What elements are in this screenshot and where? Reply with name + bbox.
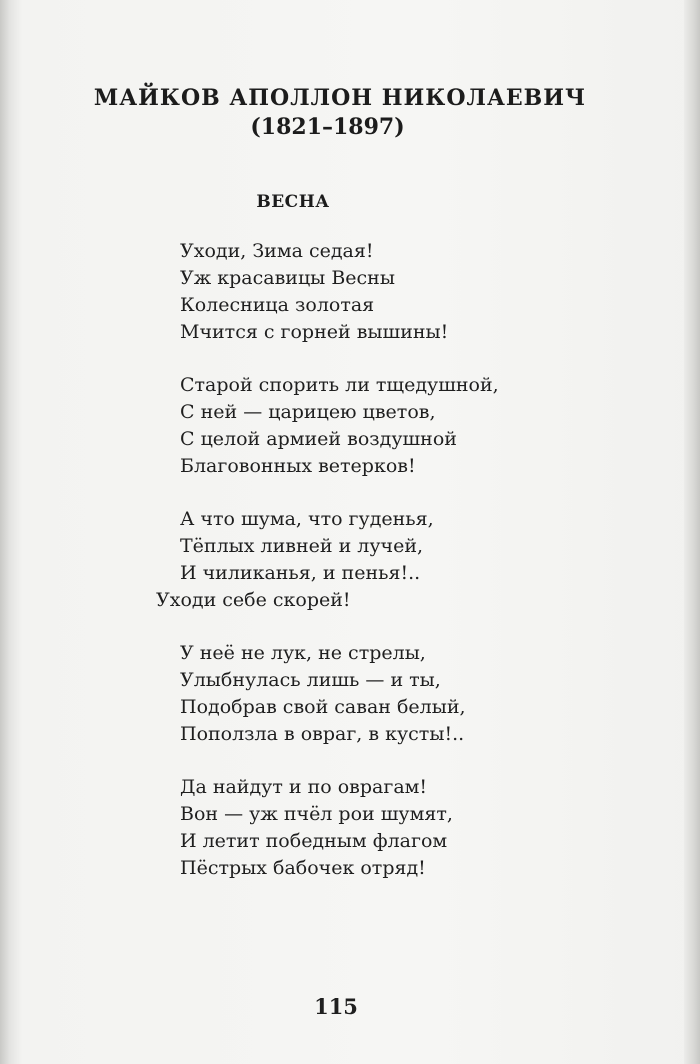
poem-line: Мчится с горней вышины! (180, 321, 449, 343)
poem-line: Уходи, Зима седая! (180, 240, 374, 262)
poem-line: С ней — царицею цветов, (180, 401, 436, 423)
stanza (180, 774, 600, 882)
author-name: МАЙКОВ АПОЛЛОН НИКОЛАЕВИЧ (93, 85, 587, 111)
poem-body (156, 238, 600, 908)
poem-title: ВЕСНА (256, 192, 330, 212)
poem-line: Вон — уж пчёл рои шумят, (180, 803, 453, 825)
poem-line: С целой армией воздушной (180, 428, 457, 450)
poem-line: И чиликанья, и пенья!.. (180, 562, 421, 584)
poem-line: Улыбнулась лишь — и ты, (180, 669, 441, 691)
poem-line: У неё не лук, не стрелы, (180, 642, 426, 664)
poem-line: Тёплых ливней и лучей, (180, 535, 424, 557)
poem-line: Благовонных ветерков! (180, 455, 416, 477)
poem-line: Подобрав свой саван белый, (180, 696, 466, 718)
poem-line: Да найдут и по оврагам! (180, 776, 428, 798)
poem-line: И летит победным флагом (180, 830, 448, 852)
page-edge (684, 0, 700, 1064)
stanza (180, 640, 600, 748)
poem-line: Уж красавицы Весны (180, 267, 395, 289)
author-years: (1821–1897) (250, 114, 405, 140)
stanza (180, 238, 600, 346)
poem-line: Пёстрых бабочек отряд! (180, 857, 426, 879)
poem-line: Старой спорить ли тщедушной, (180, 374, 499, 396)
poem-line: А что шума, что гуденья, (180, 508, 434, 530)
page-number: 115 (314, 994, 358, 1019)
poem-line: Уходи себе скорей! (156, 589, 351, 611)
stanza (180, 372, 600, 480)
poem-line: Поползла в овраг, в кусты!.. (180, 723, 465, 745)
poem-line: Колесница золотая (180, 294, 375, 316)
stanza (156, 506, 600, 614)
